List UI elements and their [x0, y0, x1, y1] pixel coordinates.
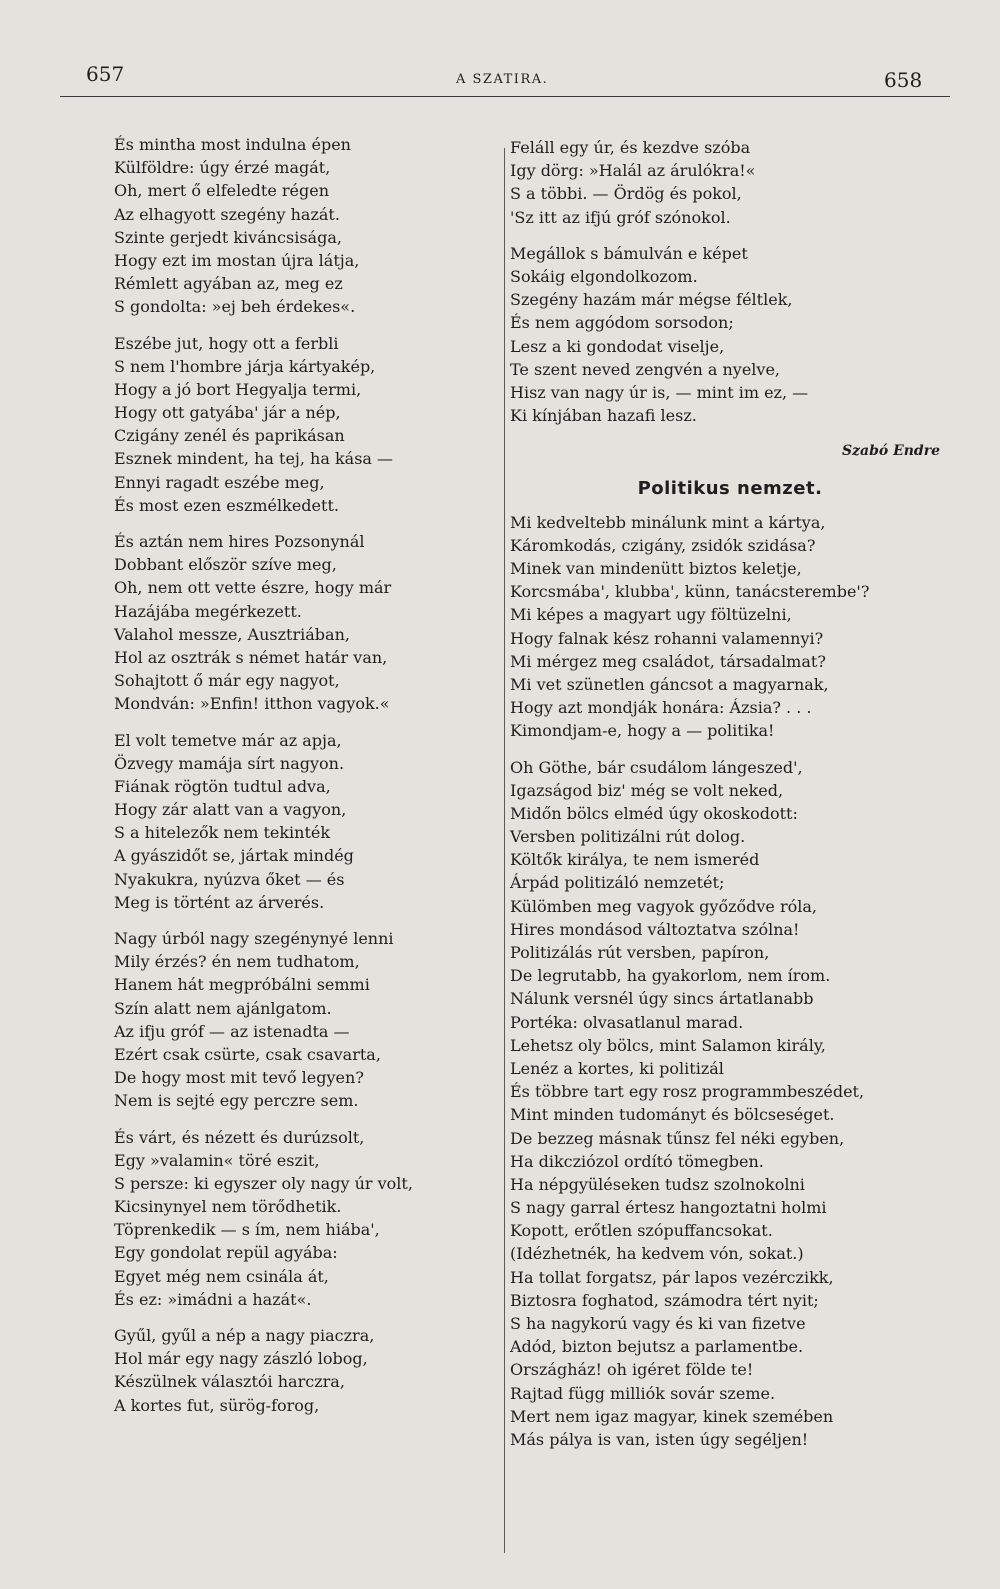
verse-line: Nyakukra, nyúzva őket — és	[114, 869, 345, 889]
verse-line: Igy dörg: »Halál az árulókra!«	[510, 161, 756, 181]
verse-line: Mily érzés? én nem tudhatom,	[114, 952, 360, 972]
verse-line: A gyászidőt se, jártak mindég	[114, 846, 354, 866]
verse-line: Oh, mert ő elfeledte régen	[114, 181, 330, 201]
column-divider	[504, 148, 505, 1553]
verse-line: Más pálya is van, isten úgy segéljen!	[510, 1429, 809, 1449]
verse-line: Hogy a jó bort Hegyalja termi,	[114, 379, 362, 399]
verse-line: Adód, bizton bejutsz a parlamentbe.	[510, 1337, 804, 1357]
verse-line: És aztán nem hires Pozsonynál	[114, 532, 365, 551]
verse-line: Feláll egy úr, és kezdve szóba	[510, 138, 751, 157]
verse-line: Hogy zár alatt van a vagyon,	[114, 800, 347, 820]
verse-line: S persze: ki egyszer oly nagy úr volt,	[114, 1173, 413, 1193]
verse-line: Gyűl, gyűl a nép a nagy piaczra,	[114, 1326, 375, 1345]
poem-ending	[510, 136, 950, 427]
verse-line: Sokáig elgondolkozom.	[510, 266, 698, 286]
verse-line: S a hitelezők nem tekinték	[114, 823, 331, 843]
verse-line: Lehetsz oly bölcs, mint Salamon király,	[510, 1035, 826, 1055]
verse-line: Mondván: »Enfin! itthon vagyok.«	[114, 694, 390, 714]
verse-line: (Idézhetnék, ha kedvem vón, sokat.)	[510, 1244, 804, 1264]
verse-line: Lenéz a kortes, ki politizál	[510, 1058, 724, 1078]
verse-line: Igazságod biz' még se volt neked,	[510, 780, 784, 800]
stanza	[510, 756, 950, 1452]
verse-line: Ennyi ragadt eszébe meg,	[114, 472, 325, 492]
verse-line: De hogy most mit tevő legyen?	[114, 1068, 364, 1088]
stanza	[114, 927, 474, 1113]
verse-line: Külömben meg vagyok győződve róla,	[510, 896, 818, 916]
verse-line: Készülnek választói harczra,	[114, 1372, 345, 1392]
verse-line: Nálunk versnél úgy sincs ártatlanabb	[510, 989, 814, 1009]
stanza	[510, 136, 950, 229]
verse-line: Esznek mindent, ha tej, ha kása —	[114, 449, 394, 469]
verse-line: Országház! oh igéret földe te!	[510, 1360, 754, 1380]
verse-line: Hogy ezt im mostan újra látja,	[114, 250, 360, 270]
stanza	[114, 530, 474, 716]
verse-line: Egy gondolat repül agyába:	[114, 1243, 338, 1263]
running-title: A SZATIRA.	[456, 72, 549, 87]
verse-line: Nagy úrból nagy szegénynyé lenni	[114, 929, 394, 948]
stanza	[510, 511, 950, 743]
verse-line: Oh Göthe, bár csudálom lángeszed',	[510, 757, 803, 777]
verse-line: Káromkodás, czigány, zsidók szidása?	[510, 535, 816, 555]
verse-line: Oh, nem ott vette észre, hogy már	[114, 578, 392, 598]
verse-line: Hisz van nagy úr is, — mint im ez, —	[510, 382, 809, 402]
verse-line: Hol már egy nagy zászló lobog,	[114, 1349, 368, 1369]
verse-line: S gondolta: »ej beh érdekes«.	[114, 297, 356, 317]
stanza	[114, 1324, 474, 1417]
verse-line: És ez: »imádni a hazát«.	[114, 1289, 312, 1309]
verse-line: Mint minden tudományt és bölcseséget.	[510, 1105, 835, 1125]
page-number-right: 658	[884, 68, 923, 92]
verse-line: Kimondjam-e, hogy a — politika!	[510, 721, 775, 741]
verse-line: Korcsmába', klubba', künn, tanácsterembe'?	[510, 582, 870, 602]
verse-line: Mi kedveltebb minálunk mint a kártya,	[510, 512, 826, 532]
poem-title: Politikus nemzet.	[637, 478, 823, 500]
verse-line: S ha nagykorú vagy és ki van fizetve	[510, 1314, 806, 1334]
stanza	[114, 729, 474, 915]
verse-line: Rémlett agyában az, meg ez	[114, 274, 343, 294]
verse-line: Dobbant először szíve meg,	[114, 555, 337, 575]
verse-line: Töprenkedik — s ím, nem hiába',	[114, 1220, 380, 1240]
verse-line: Ha tollat forgatsz, pár lapos vezérczikk,	[510, 1267, 834, 1287]
verse-line: Ha dikcziózol ordító tömegben.	[510, 1151, 764, 1171]
verse-line: Portéka: olvasatlanul marad.	[510, 1012, 744, 1032]
verse-line: Szín alatt nem ajánlgatom.	[114, 998, 332, 1018]
author-signature: Szabó Endre	[841, 443, 940, 460]
verse-line: De bezzeg másnak tűnsz fel néki egyben,	[510, 1128, 845, 1148]
verse-line: Hires mondásod változtatva szólna!	[510, 919, 800, 939]
verse-line: Ha népgyüléseken tudsz szolnokolni	[510, 1174, 805, 1194]
running-header	[0, 58, 1000, 102]
verse-line: Ki kínjában hazafi lesz.	[510, 406, 697, 426]
verse-line: Egy »valamin« töré eszit,	[114, 1150, 320, 1170]
verse-line: Nem is sejté egy perczre sem.	[114, 1091, 359, 1111]
verse-line: Fiának rögtön tudtul adva,	[114, 776, 331, 796]
verse-line: Hol az osztrák s német határ van,	[114, 647, 388, 667]
page-number-left: 657	[86, 62, 125, 86]
verse-line: Sohajtott ő már egy nagyot,	[114, 671, 340, 691]
verse-line: Valahol messze, Ausztriában,	[114, 624, 350, 644]
verse-line: Eszébe jut, hogy ott a ferbli	[114, 333, 339, 353]
verse-line: Megállok s bámulván e képet	[510, 243, 748, 263]
stanza	[114, 1126, 474, 1312]
verse-line: Egyet még nem csinála át,	[114, 1266, 329, 1286]
verse-line: Mi vet szünetlen gáncsot a magyarnak,	[510, 674, 829, 694]
verse-line: De legrutabb, ha gyakorlom, nem írom.	[510, 966, 831, 986]
verse-line: És többre tart egy rosz programmbeszédet,	[510, 1082, 865, 1102]
stanza	[510, 242, 950, 428]
verse-line: És nem aggódom sorsodon;	[510, 313, 734, 333]
header-rule	[60, 96, 950, 97]
verse-line: Az elhagyott szegény hazát.	[114, 204, 340, 224]
verse-line: Ezért csak csürte, csak csavarta,	[114, 1044, 381, 1064]
left-column	[114, 133, 474, 1430]
verse-line: Biztosra foghatod, számodra tért nyit;	[510, 1290, 819, 1310]
verse-line: Szegény hazám már mégse féltlek,	[510, 290, 793, 310]
verse-line: Midőn bölcs elméd úgy okoskodott:	[510, 803, 798, 823]
verse-line: És most ezen eszmélkedett.	[114, 495, 339, 515]
verse-line: Szinte gerjedt kiváncsisága,	[114, 227, 342, 247]
verse-line: S a többi. — Ördög és pokol,	[510, 184, 742, 204]
verse-line: S nagy garral értesz hangoztatni holmi	[510, 1198, 827, 1218]
verse-line: Politizálás rút versben, papíron,	[510, 943, 770, 963]
verse-line: Minek van mindenütt biztos keletje,	[510, 559, 802, 579]
verse-line: Özvegy mamája sírt nagyon.	[114, 753, 345, 773]
verse-line: 'Sz itt az ifjú gróf szónokol.	[510, 207, 731, 227]
verse-line: És várt, és nézett és durúzsolt,	[114, 1127, 365, 1147]
verse-line: Czigány zenél és paprikásan	[114, 426, 345, 446]
verse-line: Hogy azt mondják honára: Ázsia? . . .	[510, 698, 812, 718]
verse-line: Mi képes a magyart ugy föltüzelni,	[510, 605, 792, 625]
verse-line: Árpád politizáló nemzetét;	[510, 873, 725, 893]
verse-line: Rajtad függ milliók sovár szeme.	[510, 1383, 776, 1403]
verse-line: Hogy falnak kész rohanni valamennyi?	[510, 628, 824, 648]
verse-line: Kopott, erőtlen szópuffancsokat.	[510, 1221, 773, 1241]
verse-line: Te szent neved zengvén a nyelve,	[510, 359, 781, 379]
verse-line: Mert nem igaz magyar, kinek szemében	[510, 1406, 834, 1426]
verse-line: Meg is történt az árverés.	[114, 892, 325, 912]
verse-line: Lesz a ki gondodat viselje,	[510, 336, 725, 356]
verse-line: Kicsinynyel nem törődhetik.	[114, 1197, 342, 1217]
right-column	[510, 136, 950, 1464]
verse-line: Az ifju gróf — az istenadta —	[114, 1021, 350, 1041]
verse-line: Külföldre: úgy érzé magát,	[114, 158, 331, 178]
poem-body	[510, 511, 950, 1452]
verse-line: Költők királya, te nem ismeréd	[510, 850, 760, 870]
verse-line: Hanem hát megpróbálni semmi	[114, 975, 370, 995]
verse-line: Hogy ott gatyába' jár a nép,	[114, 403, 341, 423]
verse-line: Hazájába megérkezett.	[114, 601, 302, 621]
stanza	[114, 133, 474, 319]
stanza	[114, 332, 474, 518]
verse-line: El volt temetve már az apja,	[114, 730, 342, 750]
verse-line: És mintha most indulna épen	[114, 135, 351, 154]
verse-line: S nem l'hombre járja kártyakép,	[114, 356, 376, 376]
verse-line: A kortes fut, sürög-forog,	[114, 1395, 320, 1415]
verse-line: Versben politizálni rút dolog.	[510, 827, 746, 847]
verse-line: Mi mérgez meg családot, társadalmat?	[510, 651, 826, 671]
